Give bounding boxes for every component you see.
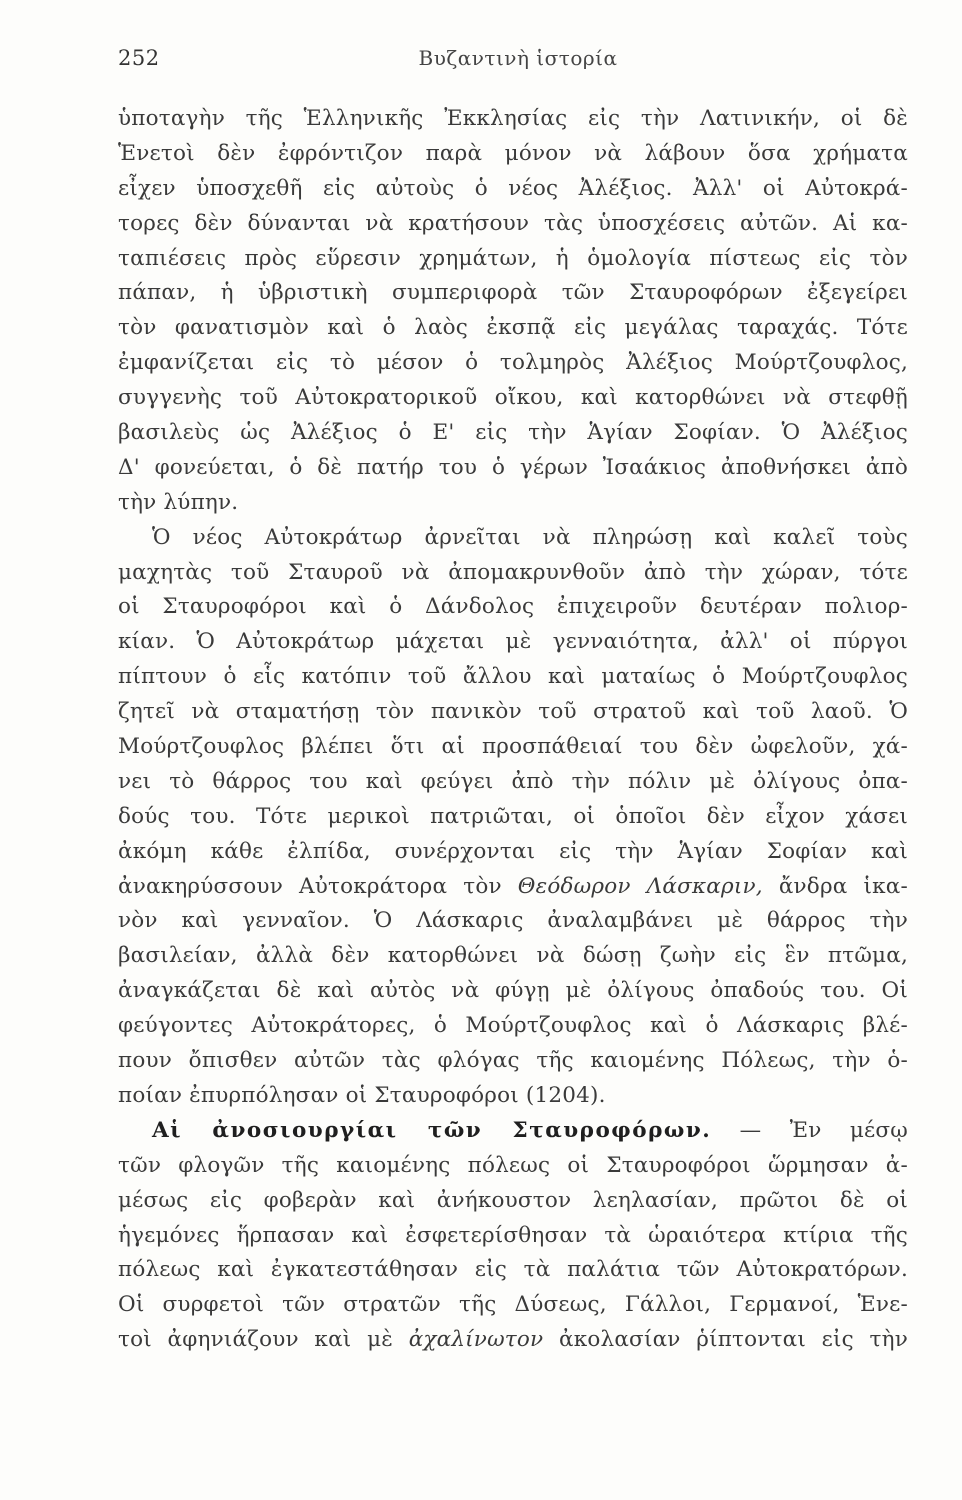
text-line: δούς του. Τότε μερικοὶ πατριῶται, οἱ ὁποῖοι δὲν εἶχον χάσει	[118, 803, 908, 829]
text-line: πάπαν, ἡ ὑβριστικὴ συμπεριφορὰ τῶν Σταυροφόρων ἐξεγείρει	[118, 280, 908, 306]
text-line: ἀναγκάζεται δὲ καὶ αὐτὸς νὰ φύγῃ μὲ ὀλίγους ὀπαδούς του. Οἱ	[118, 978, 908, 1004]
text-line: ὑποταγὴν τῆς Ἑλληνικῆς Ἐκκλησίας εἰς τὴν Λατινικήν, οἱ δὲ	[118, 106, 908, 131]
running-title: Βυζαντινὴ ἱστορία	[418, 46, 618, 70]
text-segment: ἄνδρα ἱκα-	[778, 873, 908, 899]
page-number: 252	[118, 46, 160, 70]
text-line: τὸν φανατισμὸν καὶ ὁ λαὸς ἐκσπᾷ εἰς μεγάλας ταραχάς. Τότε	[118, 315, 908, 341]
text-line: Μούρτζουφλος βλέπει ὅτι αἱ προσπάθειαί του δὲν ὠφελοῦν, χά-	[118, 734, 908, 760]
text-line: φεύγοντες Αὐτοκράτορες, ὁ Μούρτζουφλος καὶ ὁ Λάσκαρις βλέ-	[118, 1013, 908, 1039]
text-line: βασιλεὺς ὡς Ἀλέξιος ὁ Ε' εἰς τὴν Ἁγίαν Σοφίαν. Ὁ Ἀλέξιος	[118, 420, 908, 446]
italic-word: ἀχαλίνωτον	[408, 1327, 544, 1353]
text-line: εἶχεν ὑποσχεθῆ εἰς αὐτοὺς ὁ νέος Ἀλέξιος. Ἀλλ' οἱ Αὐτοκρά-	[118, 175, 908, 201]
text-line: οἱ Σταυροφόροι καὶ ὁ Δάνδολος ἐπιχειροῦν δευτέραν πολιορ-	[118, 594, 908, 620]
page-header	[118, 46, 908, 76]
text-line: πίπτουν ὁ εἷς κατόπιν τοῦ ἄλλου καὶ ματαίως ὁ Μούρτζουφλος	[118, 664, 908, 690]
text-line: ἡγεμόνες ἥρπασαν καὶ ἐσφετερίσθησαν τὰ ὡραιότερα κτίρια τῆς	[118, 1222, 908, 1248]
text-line: μαχητὰς τοῦ Σταυροῦ νὰ ἀπομακρυνθοῦν ἀπὸ τὴν χώραν, τότε	[118, 559, 908, 585]
text-segment: ἀκολασίαν ῥίπτονται εἰς τὴν	[559, 1327, 908, 1353]
text-line: νὸν καὶ γενναῖον. Ὁ Λάσκαρις ἀναλαμβάνει μὲ θάρρος τὴν	[118, 908, 908, 934]
text-line: συγγενὴς τοῦ Αὐτοκρατορικοῦ οἴκου, καὶ κατορθώνει νὰ στεφθῇ	[118, 385, 908, 411]
text-line: μέσως εἰς φοβερὰν καὶ ἀνήκουστον λεηλασίαν, πρῶτοι δὲ οἱ	[118, 1187, 908, 1213]
text-line: κίαν. Ὁ Αὐτοκράτωρ μάχεται μὲ γενναιότητα, ἀλλ' οἱ πύργοι	[118, 629, 908, 655]
text-line: βασιλείαν, ἀλλὰ δὲν κατορθώνει νὰ δώσῃ ζωὴν εἰς ἓν πτῶμα,	[118, 943, 908, 969]
text-line	[118, 1114, 908, 1149]
text-segment: τοὶ ἀφηνιάζουν καὶ μὲ	[118, 1327, 393, 1353]
text-line	[118, 1323, 908, 1358]
text-segment: — Ἐν μέσῳ	[739, 1117, 908, 1143]
text-line: ταπιέσεις πρὸς εὕρεσιν χρημάτων, ἡ ὁμολογία πίστεως εἰς τὸν	[118, 245, 908, 271]
text-line: ἐμφανίζεται εἰς τὸ μέσον ὁ τολμηρὸς Ἀλέξιος Μούρτζουφλος,	[118, 350, 908, 376]
text-line: τορες δὲν δύνανται νὰ κρατήσουν τὰς ὑποσχέσεις αὐτῶν. Αἱ κα-	[118, 210, 908, 236]
text-line: Ἑνετοὶ δὲν ἐφρόντιζον παρὰ μόνον νὰ λάβουν ὅσα χρήματα	[118, 140, 908, 166]
text-line: ζητεῖ νὰ σταματήσῃ τὸν πανικὸν τοῦ στρατοῦ καὶ τοῦ λαοῦ. Ὁ	[118, 699, 908, 725]
text-line: ποίαν ἐπυρπόλησαν οἱ Σταυροφόροι (1204).	[118, 1082, 606, 1108]
text-line: τῶν φλογῶν τῆς καιομένης πόλεως οἱ Σταυροφόροι ὥρμησαν ἀ-	[118, 1152, 908, 1178]
section-heading: Αἱ ἀνοσιουργίαι τῶν Σταυροφόρων.	[152, 1117, 712, 1143]
text-line: τὴν λύπην.	[118, 489, 239, 515]
text-line: ἀκόμη κάθε ἐλπίδα, συνέρχονται εἰς τὴν Ἁγίαν Σοφίαν καὶ	[118, 838, 908, 864]
text-line: Δ' φονεύεται, ὁ δὲ πατήρ του ὁ γέρων Ἰσαάκιος ἀποθνήσκει ἀπὸ	[118, 454, 908, 480]
text-line: Ὁ νέος Αὐτοκράτωρ ἀρνεῖται νὰ πληρώσῃ καὶ καλεῖ τοὺς	[152, 524, 908, 550]
text-line	[118, 870, 908, 905]
text-line: πουν ὄπισθεν αὐτῶν τὰς φλόγας τῆς καιομένης Πόλεως, τὴν ὁ-	[118, 1048, 908, 1074]
italic-name: Θεόδωρον Λάσκαριν,	[517, 873, 763, 899]
text-line: νει τὸ θάρρος του καὶ φεύγει ἀπὸ τὴν πόλιν μὲ ὀλίγους ὀπα-	[118, 768, 908, 794]
text-line: πόλεως καὶ ἐγκατεστάθησαν εἰς τὰ παλάτια τῶν Αὐτοκρατόρων.	[118, 1257, 908, 1283]
body-text	[118, 102, 908, 1358]
text-segment: ἀνακηρύσσουν Αὐτοκράτορα τὸν	[118, 873, 502, 899]
text-line: Οἱ συρφετοὶ τῶν στρατῶν τῆς Δύσεως, Γάλλοι, Γερμανοί, Ἑνε-	[118, 1292, 908, 1318]
